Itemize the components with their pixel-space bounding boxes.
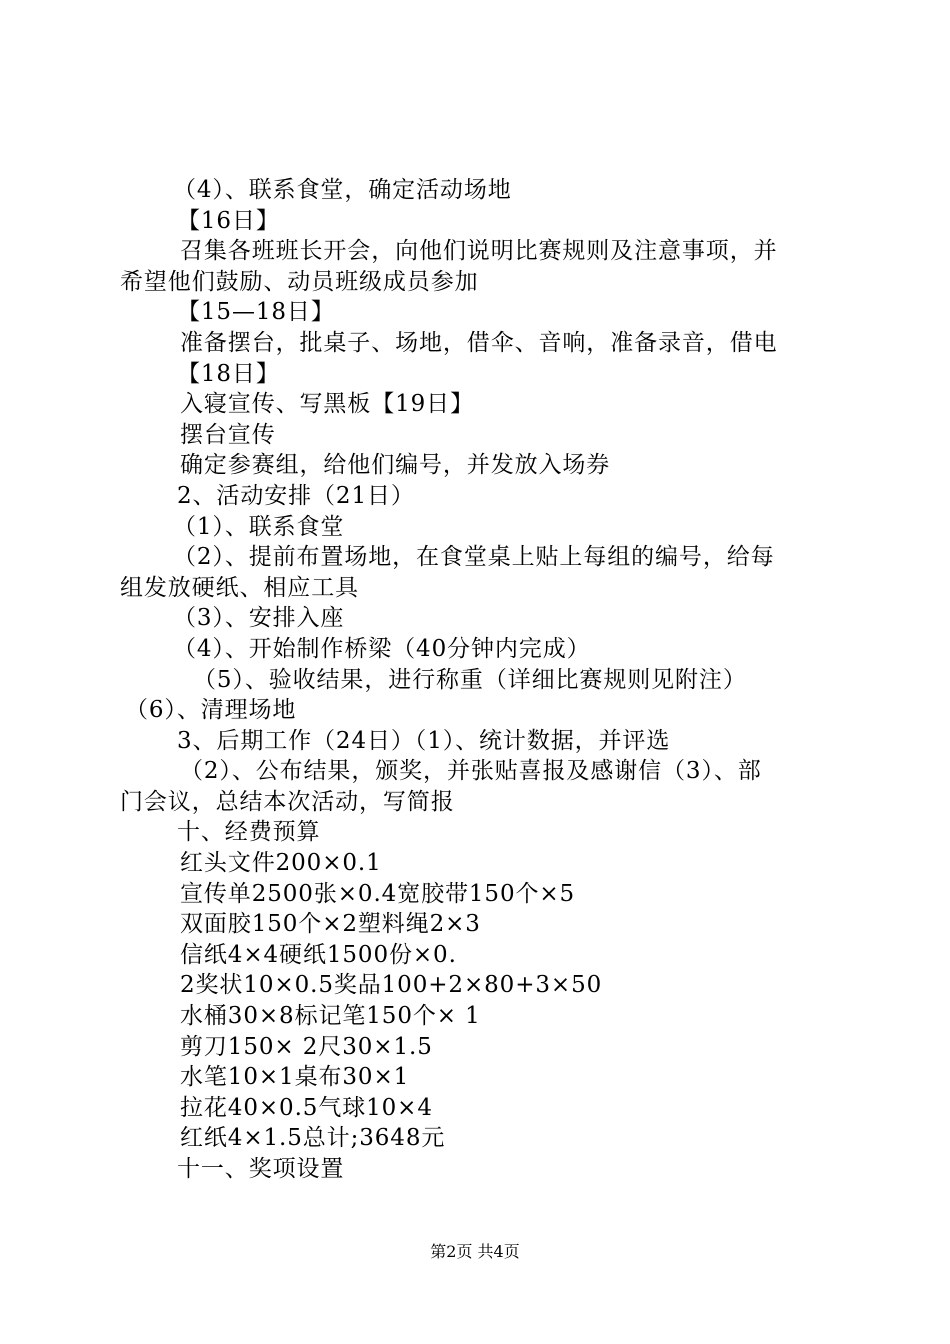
text-line: 3、后期工作（24日）（1）、统计数据，并评选 — [177, 727, 671, 754]
text-line: （2）、提前布置场地，在食堂桌上贴上每组的编号，给每 — [173, 544, 775, 571]
text-line: 信纸4×4硬纸1500份×0. — [180, 941, 457, 968]
text-line: 水笔10×1桌布30×1 — [180, 1064, 410, 1091]
page-number: 第2页 共4页 — [430, 1242, 520, 1261]
text-line: 【16日】 — [177, 207, 280, 234]
text-line: （4）、开始制作桥梁（40分钟内完成） — [173, 635, 591, 662]
text-line: （3）、安排入座 — [173, 605, 345, 632]
text-line: 宣传单2500张×0.4宽胶带150个×5 — [180, 880, 576, 907]
document-body — [0, 175, 950, 1185]
text-line: 门会议，总结本次活动，写简报 — [120, 788, 455, 815]
text-line: （6）、清理场地 — [125, 697, 297, 724]
text-line: 召集各班班长开会，向他们说明比赛规则及注意事项，并 — [180, 238, 778, 265]
text-line: 十一、奖项设置 — [177, 1156, 345, 1182]
text-line: 红纸4×1.5总计;3648元 — [180, 1125, 446, 1152]
text-line: 组发放硬纸、相应工具 — [120, 574, 359, 601]
text-line: 水桶30×8标记笔150个× 1 — [180, 1003, 481, 1030]
text-line: 入寝宣传、写黑板【19日】 — [180, 391, 474, 418]
text-line: 2奖状10×0.5奖品100+2×80+3×50 — [180, 972, 603, 999]
page-footer — [0, 1242, 950, 1262]
text-line: 希望他们鼓励、动员班级成员参加 — [120, 268, 479, 295]
text-line: （2）、公布结果，颁奖，并张贴喜报及感谢信（3）、部 — [180, 758, 762, 785]
text-line: 确定参赛组，给他们编号，并发放入场券 — [180, 452, 611, 479]
text-line: 【15—18日】 — [177, 299, 335, 326]
text-line: 摆台宣传 — [180, 421, 276, 448]
text-line: 十、经费预算 — [177, 819, 321, 846]
text-line: 红头文件200×0.1 — [180, 850, 382, 877]
text-line: 双面胶150个×2塑料绳2×3 — [180, 911, 481, 938]
text-line: （5）、验收结果，进行称重（详细比赛规则见附注） — [193, 666, 747, 693]
text-line: 【18日】 — [177, 360, 280, 387]
text-line: 准备摆台，批桌子、场地，借伞、音响，准备录音，借电 — [180, 329, 778, 356]
text-line: 2、活动安排（21日） — [177, 482, 415, 509]
text-line: 剪刀150× 2尺30×1.5 — [180, 1033, 433, 1060]
text-line: （4）、联系食堂，确定活动场地 — [173, 177, 512, 203]
text-line: （1）、联系食堂 — [173, 513, 345, 540]
text-line: 拉花40×0.5气球10×4 — [180, 1094, 433, 1121]
